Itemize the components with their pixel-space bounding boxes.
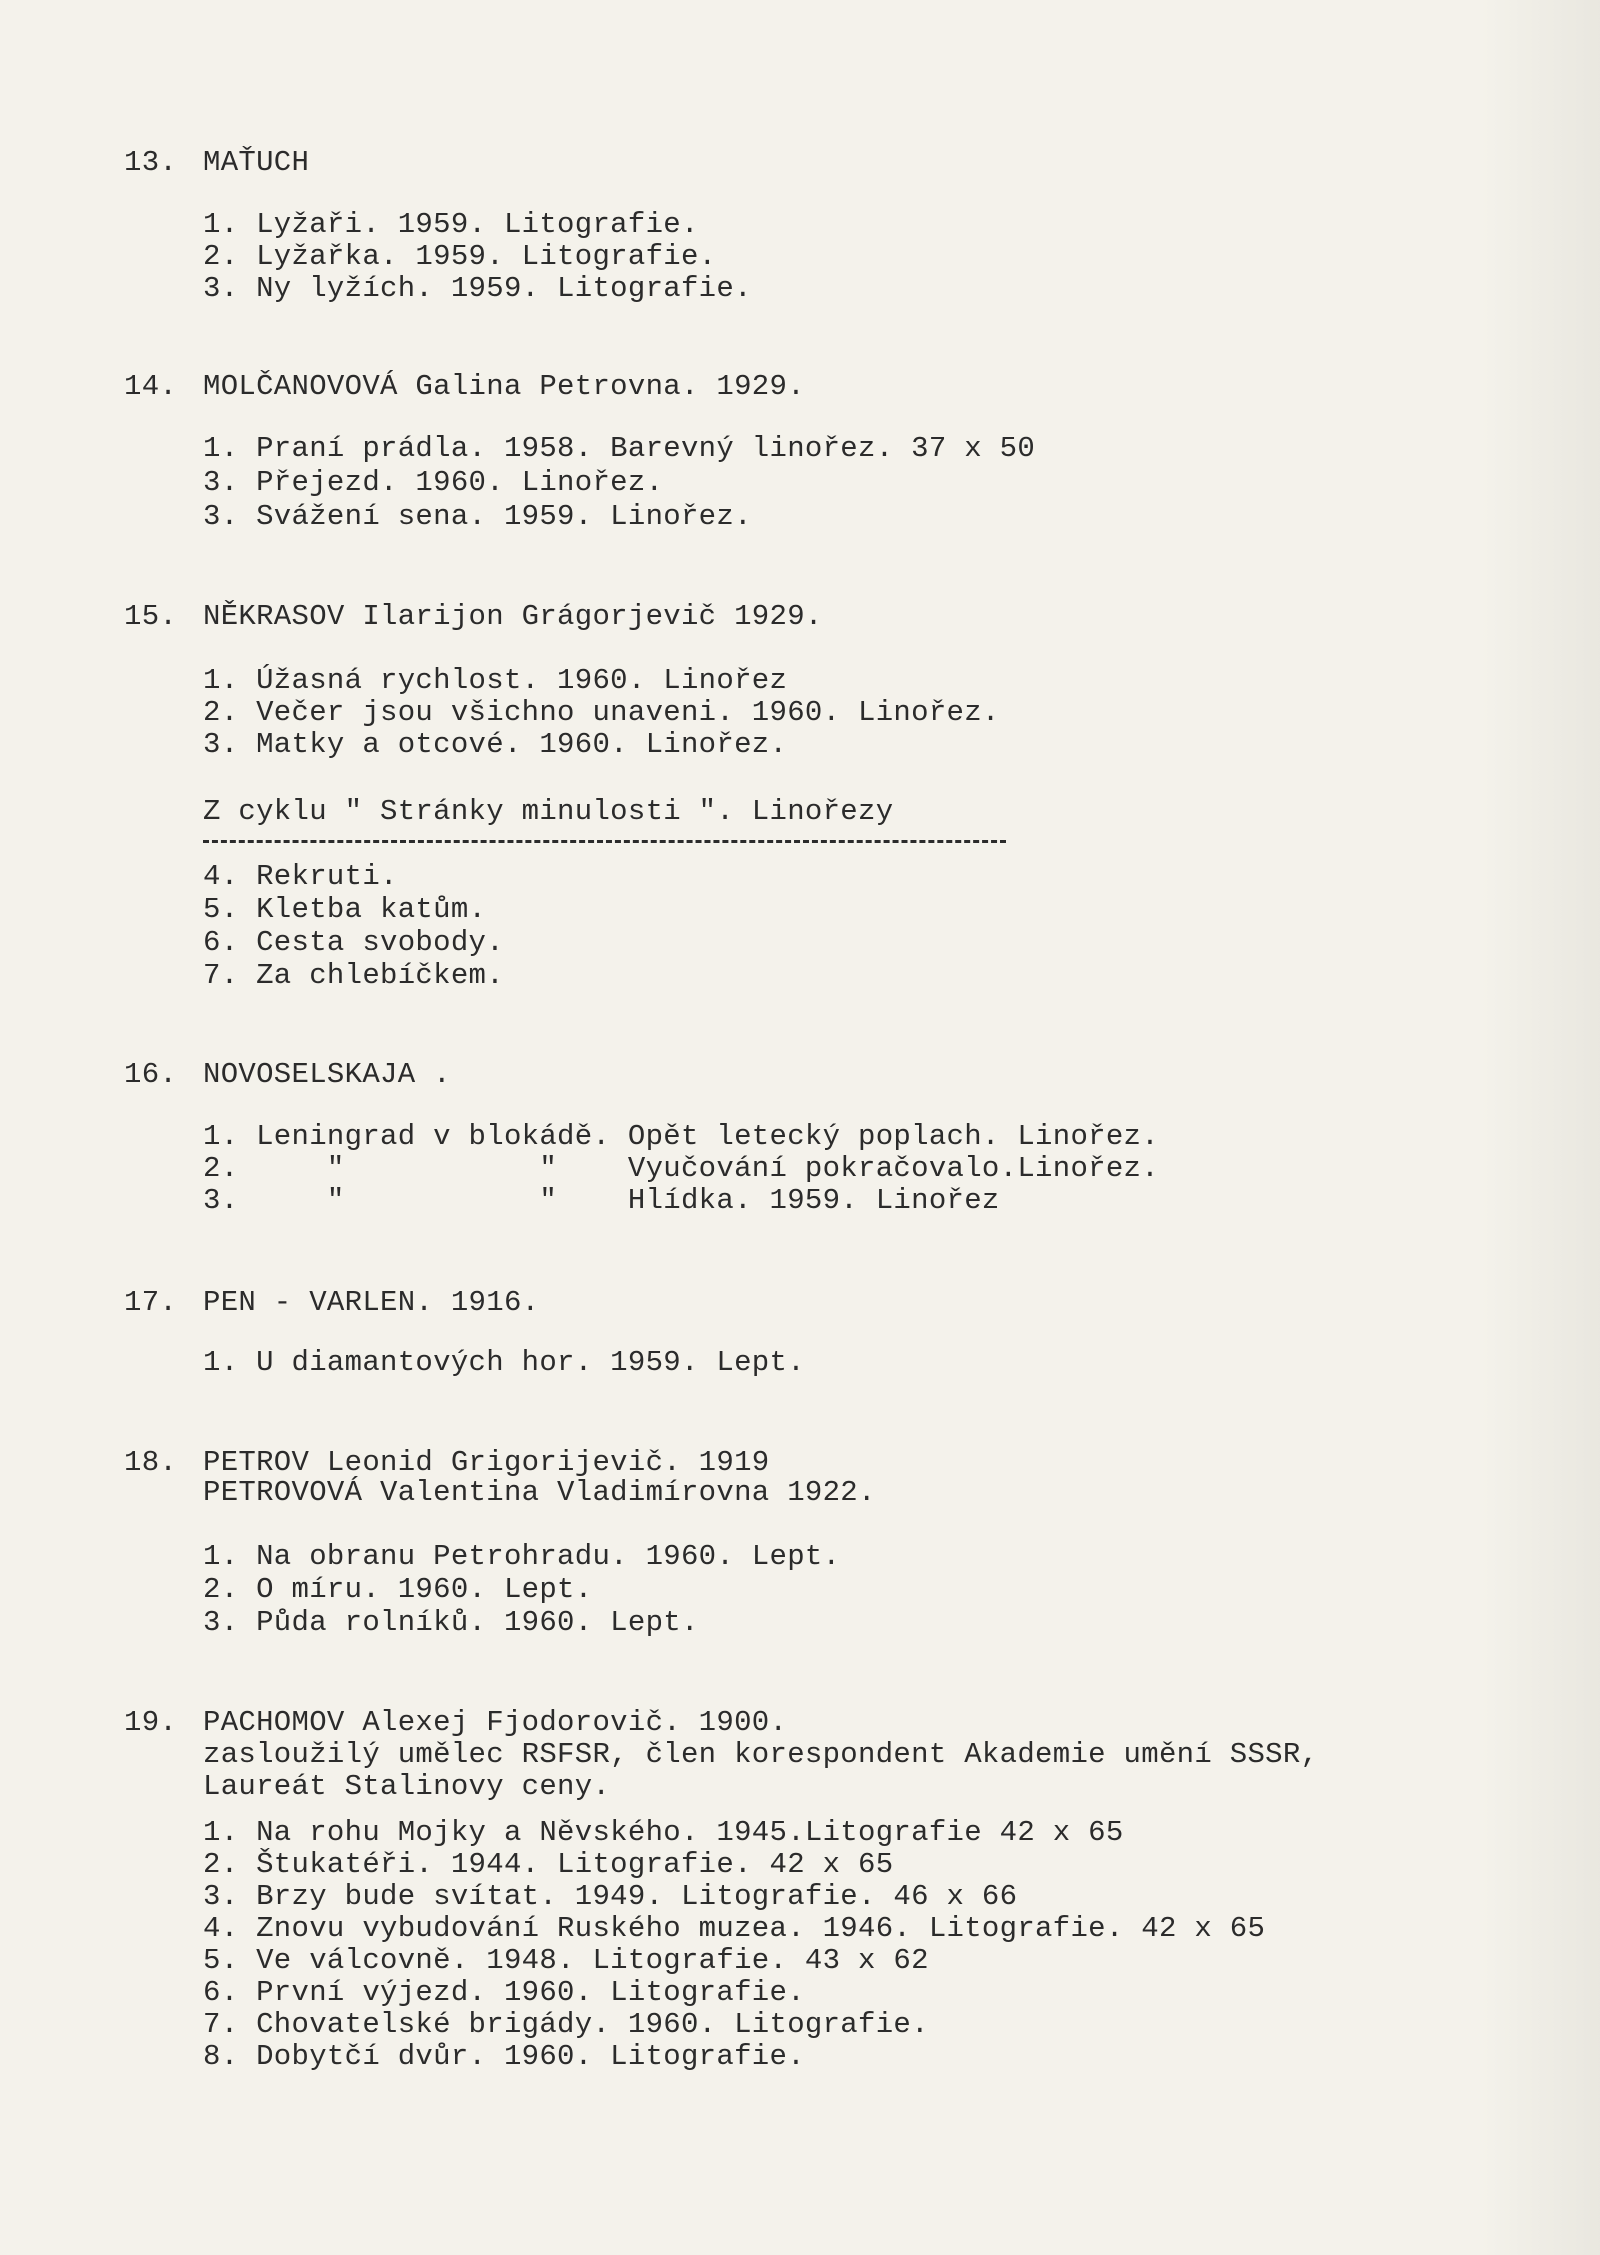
section-16-number: 16. [124, 1058, 178, 1091]
section-17-number: 17. [124, 1286, 178, 1319]
section-13-item-3: 3. Ny lyžích. 1959. Litografie. [203, 272, 752, 305]
section-18-item-3: 3. Půda rolníků. 1960. Lept. [203, 1606, 699, 1639]
section-17-header: PEN - VARLEN. 1916. [203, 1286, 540, 1319]
page-shadow-edge [1480, 0, 1600, 2255]
section-13-number: 13. [124, 146, 178, 179]
section-19-item-7: 7. Chovatelské brigády. 1960. Litografie. [203, 2008, 929, 2041]
section-15-header: NĚKRASOV Ilarijon Grágorjevič 1929. [203, 600, 823, 633]
section-15-cycle-title: Z cyklu " Stránky minulosti ". Linořezy [203, 795, 894, 828]
section-19-header-line-2: zasloužilý umělec RSFSR, člen korespondent Akademie umění SSSR, [203, 1738, 1319, 1771]
section-15-item-2: 2. Večer jsou všichno unaveni. 1960. Linořez. [203, 696, 1000, 729]
section-16-item-3: 3. " " Hlídka. 1959. Linořez [203, 1184, 1000, 1217]
section-18-header-line-2: PETROVOVÁ Valentina Vladimírovna 1922. [203, 1476, 876, 1509]
section-15-cycle-item-6: 6. Cesta svobody. [203, 926, 504, 959]
section-16-item-1: 1. Leningrad v blokádě. Opět letecký poplach. Linořez. [203, 1120, 1159, 1153]
section-13-item-2: 2. Lyžařka. 1959. Litografie. [203, 240, 717, 273]
section-15-number: 15. [124, 600, 178, 633]
section-14-item-2: 3. Přejezd. 1960. Linořez. [203, 466, 664, 499]
section-19-header-line-1: PACHOMOV Alexej Fjodorovič. 1900. [203, 1706, 788, 1739]
section-19-item-6: 6. První výjezd. 1960. Litografie. [203, 1976, 805, 2009]
section-19-item-2: 2. Štukatéři. 1944. Litografie. 42 x 65 [203, 1848, 894, 1881]
section-14-header: MOLČANOVOVÁ Galina Petrovna. 1929. [203, 370, 805, 403]
section-15-item-1: 1. Úžasná rychlost. 1960. Linořez [203, 664, 788, 697]
section-13-header: MAŤUCH [203, 146, 310, 179]
section-19-item-8: 8. Dobytčí dvůr. 1960. Litografie. [203, 2040, 805, 2073]
section-19-header-line-3: Laureát Stalinovy ceny. [203, 1770, 611, 1803]
section-19-item-1: 1. Na rohu Mojky a Něvského. 1945.Litografie 42 x 65 [203, 1816, 1124, 1849]
section-18-number: 18. [124, 1446, 178, 1479]
section-18-item-2: 2. O míru. 1960. Lept. [203, 1573, 593, 1606]
section-14-item-3: 3. Svážení sena. 1959. Linořez. [203, 500, 752, 533]
section-15-item-3: 3. Matky a otcové. 1960. Linořez. [203, 728, 788, 761]
section-18-header-line-1: PETROV Leonid Grigorijevič. 1919 [203, 1446, 770, 1479]
cycle-title-dashed-underline [203, 840, 1006, 843]
section-19-number: 19. [124, 1706, 178, 1739]
section-19-item-5: 5. Ve válcovně. 1948. Litografie. 43 x 62 [203, 1944, 929, 1977]
section-18-item-1: 1. Na obranu Petrohradu. 1960. Lept. [203, 1540, 841, 1573]
section-16-header: NOVOSELSKAJA . [203, 1058, 451, 1091]
section-19-item-3: 3. Brzy bude svítat. 1949. Litografie. 46 x 66 [203, 1880, 1018, 1913]
section-14-item-1: 1. Praní prádla. 1958. Barevný linořez. 37 x 50 [203, 432, 1036, 465]
section-15-cycle-item-5: 5. Kletba katům. [203, 893, 487, 926]
section-15-cycle-item-4: 4. Rekruti. [203, 860, 398, 893]
section-17-item-1: 1. U diamantových hor. 1959. Lept. [203, 1346, 805, 1379]
section-14-number: 14. [124, 370, 178, 403]
section-16-item-2: 2. " " Vyučování pokračovalo.Linořez. [203, 1152, 1159, 1185]
section-19-item-4: 4. Znovu vybudování Ruského muzea. 1946. Litografie. 42 x 65 [203, 1912, 1266, 1945]
section-15-cycle-item-7: 7. Za chlebíčkem. [203, 959, 504, 992]
section-13-item-1: 1. Lyžaři. 1959. Litografie. [203, 208, 699, 241]
